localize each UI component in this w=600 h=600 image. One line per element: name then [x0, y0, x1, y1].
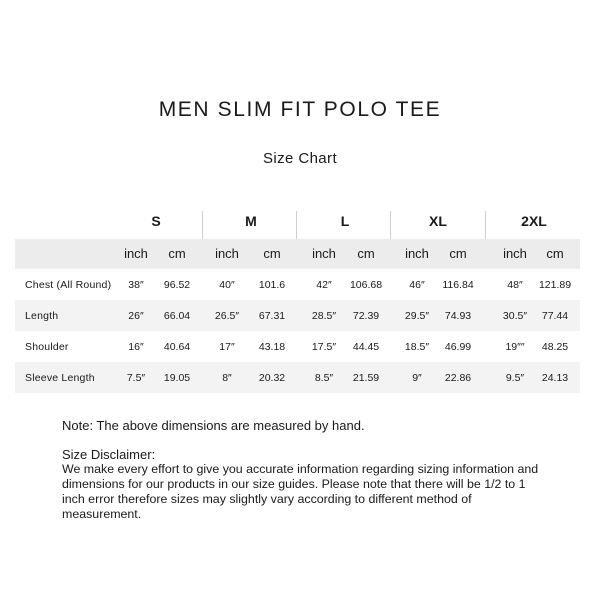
table-cell: 8.5″: [314, 372, 334, 384]
page-title: MEN SLIM FIT POLO TEE: [158, 98, 442, 121]
unit-cm: cm: [449, 246, 467, 261]
row-label: Length: [25, 310, 59, 322]
table-cell: 106.68: [349, 279, 383, 291]
table-row-length: [15, 300, 580, 331]
page-subtitle: Size Chart: [262, 150, 338, 167]
table-cell: 17″: [219, 341, 235, 353]
table-cell: 74.93: [444, 310, 472, 322]
table-cell: 9″: [412, 372, 422, 384]
table-cell: 46″: [409, 279, 425, 291]
row-label: Shoulder: [25, 341, 69, 353]
size-label-s: S: [151, 213, 161, 229]
table-cell: 20.32: [258, 372, 286, 384]
table-cell: 21.59: [352, 372, 380, 384]
table-cell: 67.31: [258, 310, 286, 322]
table-cell: 77.44: [541, 310, 569, 322]
unit-inch: inch: [503, 246, 527, 261]
table-cell: 18.5″: [404, 341, 430, 353]
size-label-m: M: [245, 213, 257, 229]
table-cell: 9.5″: [505, 372, 525, 384]
table-cell: 19.05: [163, 372, 191, 384]
size-chart-table: [15, 207, 580, 393]
table-row-chest: [15, 269, 580, 300]
table-row-sleeve-length: [15, 362, 580, 393]
table-cell: 44.45: [352, 341, 380, 353]
unit-cm: cm: [546, 246, 564, 261]
disclaimer-heading: Size Disclaimer:: [62, 447, 156, 462]
table-cell: 7.5″: [126, 372, 146, 384]
table-cell: 46.99: [444, 341, 472, 353]
size-label-2xl: 2XL: [521, 213, 547, 229]
unit-inch: inch: [405, 246, 429, 261]
table-cell: 38″: [128, 279, 144, 291]
table-cell: 48″: [507, 279, 523, 291]
table-cell: 24.13: [541, 372, 569, 384]
table-cell: 26″: [128, 310, 144, 322]
table-cell: 16″: [128, 341, 144, 353]
table-cell: 42″: [316, 279, 332, 291]
table-cell: 17.5″: [311, 341, 337, 353]
table-cell: 28.5″: [311, 310, 337, 322]
row-label: Chest (All Round): [25, 279, 112, 291]
table-cell: 40.64: [163, 341, 191, 353]
unit-header-row: [15, 239, 580, 269]
table-cell: 43.18: [258, 341, 286, 353]
table-cell: 66.04: [163, 310, 191, 322]
row-label: Sleeve Length: [25, 372, 95, 384]
size-label-l: L: [340, 213, 350, 229]
table-cell: 40″: [219, 279, 235, 291]
unit-cm: cm: [168, 246, 186, 261]
size-header-row: [15, 207, 580, 239]
unit-inch: inch: [215, 246, 239, 261]
table-cell: 8″: [222, 372, 232, 384]
table-cell: 30.5″: [502, 310, 528, 322]
table-cell: 29.5″: [404, 310, 430, 322]
measurement-note: Note: The above dimensions are measured by hand.: [62, 418, 365, 433]
table-cell: 48.25: [541, 341, 569, 353]
table-cell: 22.86: [444, 372, 472, 384]
table-cell: 116.84: [442, 279, 474, 291]
unit-inch: inch: [124, 246, 148, 261]
unit-cm: cm: [357, 246, 375, 261]
table-cell: 19″″: [505, 341, 525, 353]
table-cell: 26.5″: [214, 310, 240, 322]
table-cell: 72.39: [352, 310, 380, 322]
table-cell: 96.52: [163, 279, 191, 291]
unit-inch: inch: [312, 246, 336, 261]
table-cell: 121.89: [538, 279, 572, 291]
notes-section: [62, 418, 542, 522]
unit-cm: cm: [263, 246, 281, 261]
table-cell: 101.6: [258, 279, 286, 291]
size-label-xl: XL: [429, 213, 447, 229]
disclaimer-body: We make every effort to give you accurate information regarding sizing information and dimensions for our products in our size guides. Please note that there will be 1/2 to 1 inch error therefore sizes may slightly vary according to different method of measurement.: [62, 462, 539, 521]
table-row-shoulder: [15, 331, 580, 362]
